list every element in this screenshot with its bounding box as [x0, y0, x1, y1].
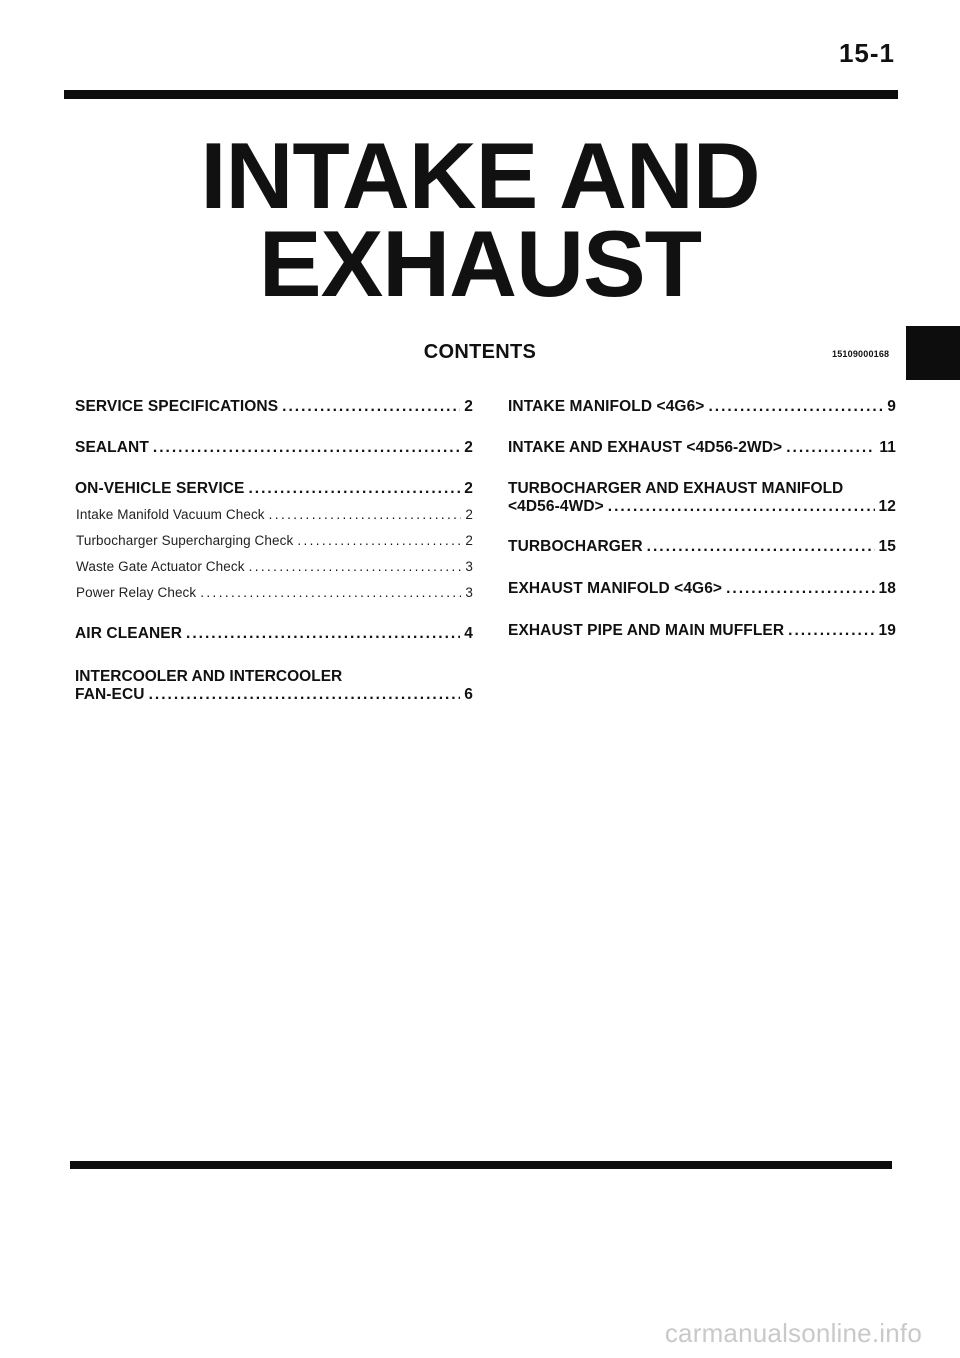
toc-entry-page: 2 — [465, 507, 473, 522]
toc-entry-label: TURBOCHARGER AND EXHAUST MANIFOLD — [508, 480, 844, 497]
contents-right-column — [508, 398, 896, 640]
dot-leader — [786, 439, 875, 457]
page-number: 15-1 — [838, 38, 895, 68]
toc-entry[interactable] — [508, 398, 896, 416]
toc-entry-label-continued: <4D56-4WD> — [508, 498, 604, 515]
toc-entry-label: EXHAUST PIPE AND MAIN MUFFLER — [508, 622, 785, 639]
toc-entry[interactable] — [508, 439, 896, 457]
dot-leader — [200, 584, 461, 602]
title-line-1: INTAKE AND — [200, 123, 760, 228]
toc-entry-label: INTAKE MANIFOLD <4G6> — [508, 398, 705, 415]
dot-leader — [186, 625, 460, 643]
toc-entry[interactable] — [75, 439, 473, 457]
toc-entry[interactable] — [508, 480, 896, 516]
toc-entry[interactable] — [75, 480, 473, 498]
toc-entry-page: 2 — [465, 533, 473, 548]
page-title — [0, 123, 960, 316]
watermark: carmanualsonline.info — [664, 1318, 922, 1348]
toc-entry-label: Intake Manifold Vacuum Check — [76, 507, 265, 522]
toc-entry-label: ON-VEHICLE SERVICE — [75, 480, 245, 497]
toc-entry-page: 15 — [878, 538, 896, 555]
toc-subentry[interactable] — [75, 506, 473, 524]
toc-entry[interactable] — [508, 538, 896, 556]
toc-entry-label: AIR CLEANER — [75, 625, 183, 642]
toc-entry-page: 3 — [465, 585, 473, 600]
title-line-2: EXHAUST — [258, 211, 702, 316]
toc-entry[interactable] — [75, 398, 473, 416]
document-code: 15109000168 — [832, 349, 890, 359]
dot-leader — [708, 398, 883, 416]
toc-entry[interactable] — [75, 625, 473, 643]
dot-leader — [608, 498, 875, 516]
toc-subentry[interactable] — [75, 584, 473, 602]
dot-leader — [297, 532, 461, 550]
toc-entry-label: INTERCOOLER AND INTERCOOLER — [75, 668, 343, 685]
contents-left-column — [75, 398, 473, 704]
toc-entry-page: 2 — [464, 439, 473, 456]
dot-leader — [726, 580, 874, 598]
toc-entry-page: 18 — [878, 580, 896, 597]
toc-subentry[interactable] — [75, 532, 473, 550]
toc-entry-label: INTAKE AND EXHAUST <4D56-2WD> — [508, 439, 783, 456]
dot-leader — [153, 439, 460, 457]
dot-leader — [149, 686, 461, 704]
toc-entry-page: 3 — [465, 559, 473, 574]
dot-leader — [249, 558, 462, 576]
toc-entry-page: 19 — [878, 622, 896, 639]
toc-entry-label: Waste Gate Actuator Check — [76, 559, 245, 574]
top-rule — [64, 90, 898, 99]
dot-leader — [269, 506, 462, 524]
toc-entry-page: 4 — [464, 625, 473, 642]
contents-heading: CONTENTS — [423, 341, 537, 363]
toc-entry-page: 2 — [464, 398, 473, 415]
toc-entry-label: Turbocharger Supercharging Check — [76, 533, 294, 548]
dot-leader — [647, 538, 875, 556]
toc-entry-label: Power Relay Check — [76, 585, 197, 600]
toc-entry-page: 6 — [464, 686, 473, 703]
toc-entry-label-continued: FAN-ECU — [75, 686, 145, 703]
toc-entry[interactable] — [508, 622, 896, 640]
toc-entry-label: TURBOCHARGER — [508, 538, 643, 555]
toc-entry-page: 9 — [887, 398, 896, 415]
toc-subentry[interactable] — [75, 558, 473, 576]
bottom-rule — [70, 1161, 892, 1169]
toc-entry-page: 11 — [879, 439, 896, 456]
toc-entry-page: 2 — [464, 480, 473, 497]
dot-leader — [788, 622, 874, 640]
toc-entry-page: 12 — [878, 498, 896, 515]
toc-entry[interactable] — [508, 580, 896, 598]
toc-entry-label: SERVICE SPECIFICATIONS — [75, 398, 279, 415]
dot-leader — [248, 480, 460, 498]
toc-entry-label: SEALANT — [75, 439, 149, 456]
dot-leader — [282, 398, 460, 416]
toc-entry-label: EXHAUST MANIFOLD <4G6> — [508, 580, 723, 597]
section-tab-marker — [906, 326, 960, 380]
toc-entry[interactable] — [75, 668, 473, 704]
